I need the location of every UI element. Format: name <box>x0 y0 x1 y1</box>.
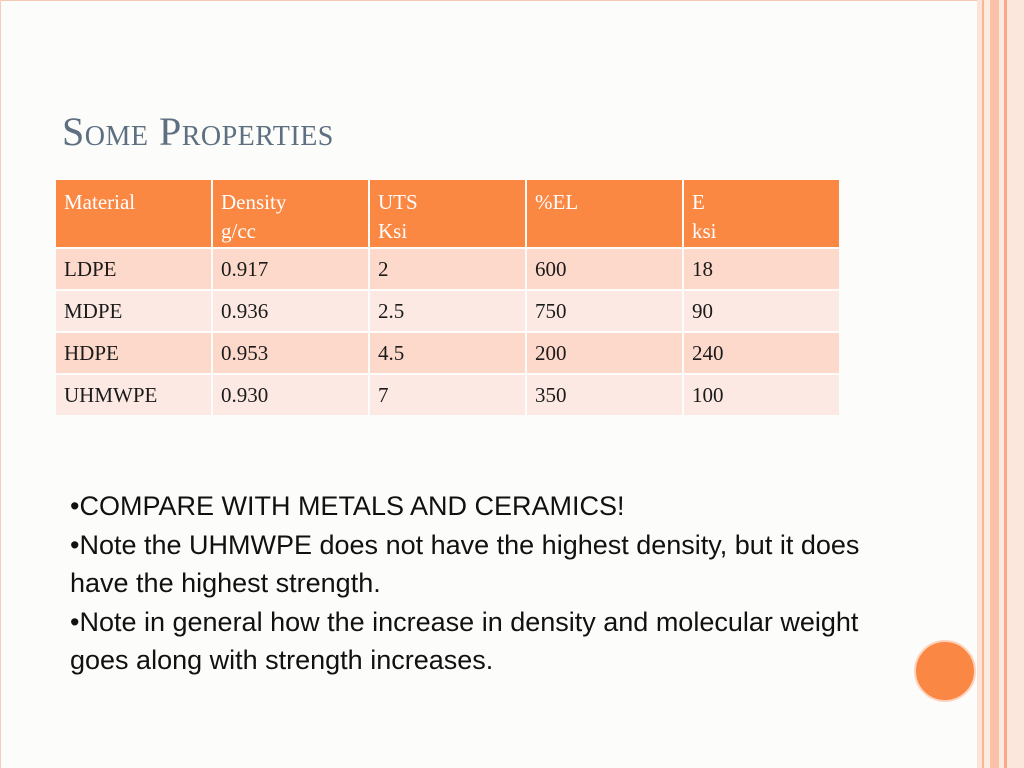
cell-uts: 7 <box>370 375 525 415</box>
cell-uts: 2.5 <box>370 291 525 331</box>
cell-material: MDPE <box>56 291 211 331</box>
cell-modulus: 100 <box>684 375 839 415</box>
decorative-stripes <box>977 0 1024 768</box>
cell-density: 0.936 <box>213 291 368 331</box>
cell-elongation: 600 <box>527 249 682 289</box>
bullet-list <box>70 487 920 680</box>
table-header-row <box>56 180 839 247</box>
cell-elongation: 750 <box>527 291 682 331</box>
table-row <box>56 333 839 373</box>
header-density: Density g/cc <box>213 180 368 247</box>
cell-elongation: 350 <box>527 375 682 415</box>
cell-density: 0.930 <box>213 375 368 415</box>
cell-material: HDPE <box>56 333 211 373</box>
cell-density: 0.917 <box>213 249 368 289</box>
cell-material: UHMWPE <box>56 375 211 415</box>
frame-top-line <box>1 0 978 1</box>
bullet-item: •Note in general how the increase in density and molecular weight goes along with strength increases. <box>70 606 859 675</box>
cell-modulus: 240 <box>684 333 839 373</box>
table-row <box>56 291 839 331</box>
cell-elongation: 200 <box>527 333 682 373</box>
cell-material: LDPE <box>56 249 211 289</box>
header-uts: UTS Ksi <box>370 180 525 247</box>
cell-uts: 2 <box>370 249 525 289</box>
slide-title: Some Properties <box>62 109 334 154</box>
table-row <box>56 249 839 289</box>
bullet-item: •Note the UHMWPE does not have the highest density, but it does have the highest strength. <box>70 529 860 598</box>
cell-uts: 4.5 <box>370 333 525 373</box>
bullet-item: •COMPARE WITH METALS AND CERAMICS! <box>70 491 625 521</box>
decorative-circle <box>914 640 976 702</box>
properties-table <box>54 178 841 417</box>
table-row <box>56 375 839 415</box>
cell-density: 0.953 <box>213 333 368 373</box>
header-modulus: E ksi <box>684 180 839 247</box>
cell-modulus: 18 <box>684 249 839 289</box>
cell-modulus: 90 <box>684 291 839 331</box>
header-elongation: %EL <box>527 180 682 247</box>
header-material: Material <box>56 180 211 247</box>
